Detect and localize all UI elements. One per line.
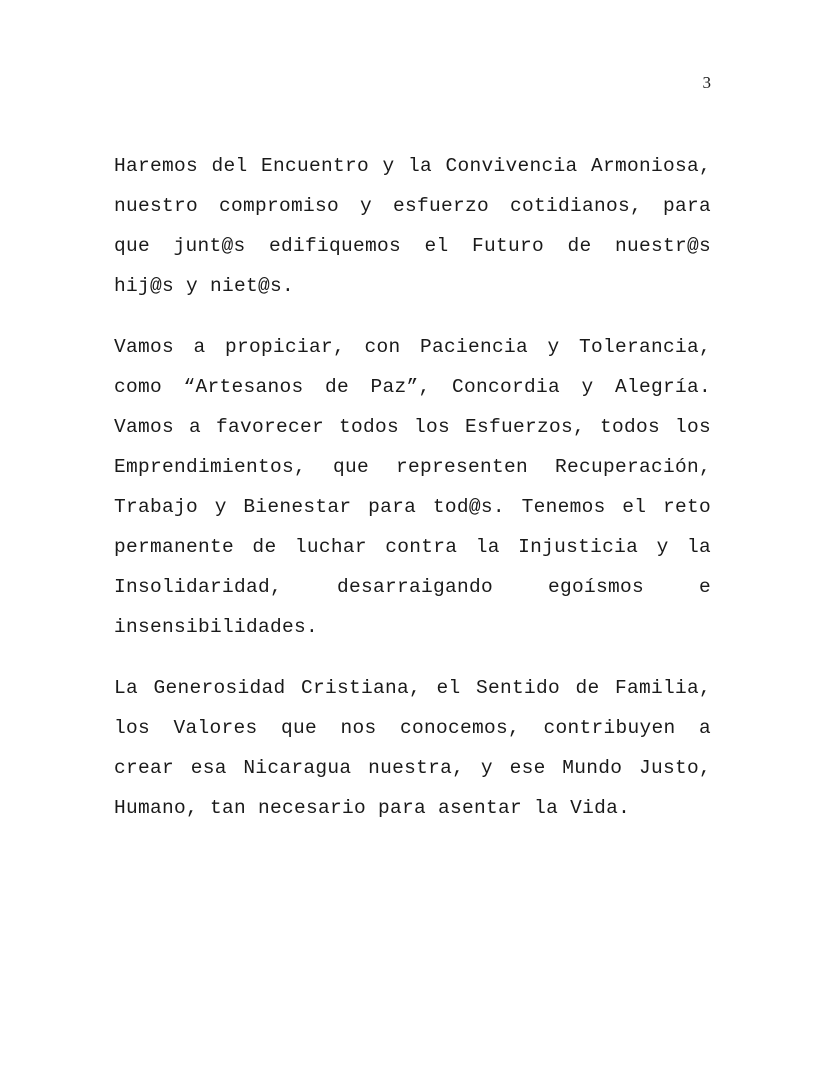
- document-body: [114, 146, 711, 828]
- paragraph-2: Vamos a propiciar, con Paciencia y Tolerancia, como “Artesanos de Paz”, Concordia y Alegría. Vamos a favorecer todos los Esfuerzos, todos los Emprendimientos, que representen Recuperación, Trabajo y Bienestar para tod@s. Tenemos el reto permanente de luchar contra la Injusticia y la Insolidaridad, desarraigando egoísmos e insensibilidades.: [114, 336, 711, 638]
- paragraph-3: La Generosidad Cristiana, el Sentido de Familia, los Valores que nos conocemos, contribuyen a crear esa Nicaragua nuestra, y ese Mundo Justo, Humano, tan necesario para asentar la Vida.: [114, 677, 711, 819]
- page-number: 3: [702, 73, 711, 92]
- paragraph-1: Haremos del Encuentro y la Convivencia Armoniosa, nuestro compromiso y esfuerzo cotidianos, para que junt@s edifiquemos el Futuro de nuestr@s hij@s y niet@s.: [114, 155, 711, 297]
